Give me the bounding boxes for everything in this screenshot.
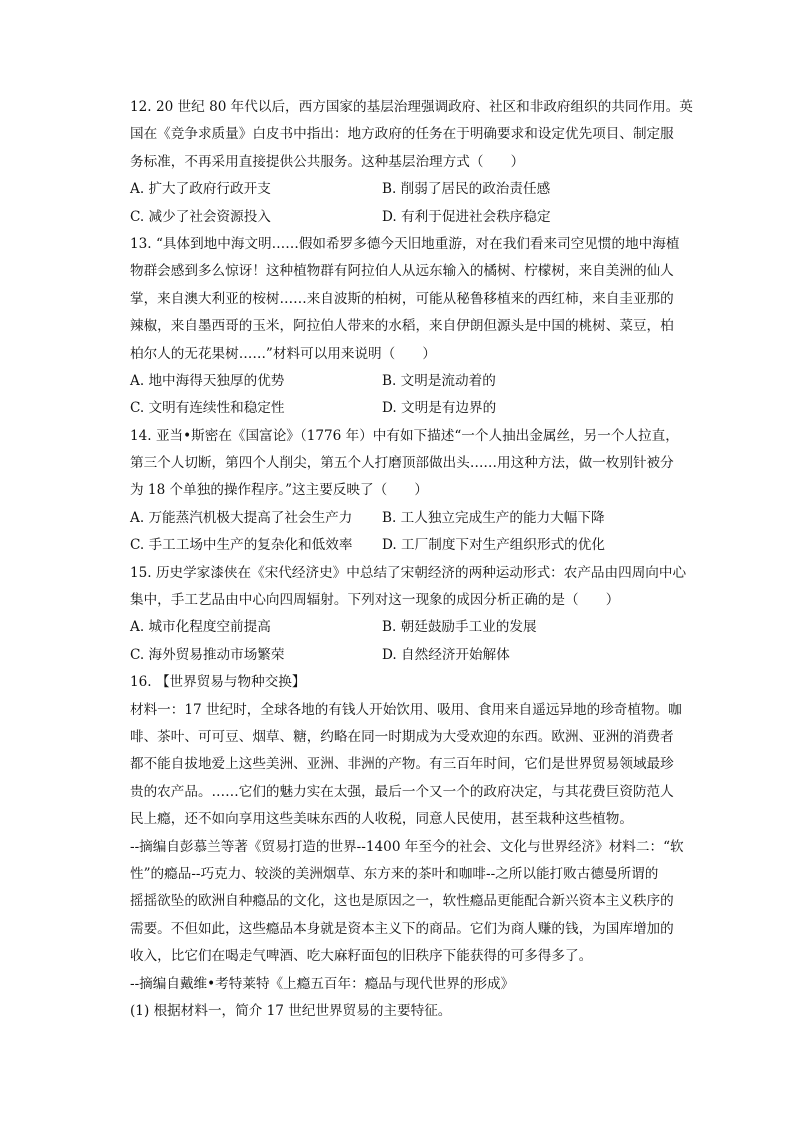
question-13-line-2: 物群会感到多么惊讶！这种植物群有阿拉伯人从远东输入的橘树、柠檬树，来自美洲的仙人 <box>130 263 674 280</box>
question-16-line-11: --摘编自戴维•考特莱特《上瘾五百年：瘾品与现代世界的形成》 <box>130 975 515 992</box>
question-12-line-3: 务标准，不再采用直接提供公共服务。这种基层治理方式（ ） <box>130 153 525 170</box>
question-13-line-3: 掌，来自澳大利亚的桉树……来自波斯的柏树，可能从秘鲁移植来的西红柿，来自圭亚那的 <box>130 290 674 307</box>
question-14-line-3: 为 18 个单独的操作程序。”这主要反映了（ ） <box>130 482 428 499</box>
question-16 <box>130 669 696 1025</box>
question-16-line-4: 贵的农产品。……它们的魅力实在太强，最后一个又一个的政府决定，与其花费巨资防范人 <box>130 783 674 800</box>
question-16-line-5: 民上瘾，还不如向享用这些美味东西的人收税，同意人民使用，甚至栽种这些植物。 <box>130 811 633 828</box>
question-13-line-1: 13. “具体到地中海文明……假如希罗多德今天旧地重游，对在我们看来司空见惯的地中海植 <box>130 235 680 252</box>
question-13-line-4: 辣椒，来自墨西哥的玉米，阿拉伯人带来的水稻，来自伊朗但源头是中国的桃树、菜豆，柏 <box>130 318 674 335</box>
question-15-option-b: B. 朝廷鼓励手工业的发展 <box>382 619 537 636</box>
question-12-option-d: D. 有利于促进社会秩序稳定 <box>382 208 551 225</box>
question-16-line-9: 需要。不但如此，这些瘾品本身就是资本主义下的商品。它们为商人赚的钱，为国库增加的 <box>130 920 674 937</box>
question-12 <box>130 94 696 231</box>
question-13-option-b: B. 文明是流动着的 <box>382 372 496 389</box>
question-12-line-2: 国在《竞争求质量》白皮书中指出：地方政府的任务在于明确要求和设定优先项目、制定服 <box>130 126 674 143</box>
question-15-option-d: D. 自然经济开始解体 <box>382 646 510 663</box>
question-14-option-a: A. 万能蒸汽机极大提高了社会生产力 <box>130 509 353 526</box>
question-12-line-1: 12. 20 世纪 80 年代以后，西方国家的基层治理强调政府、社区和非政府组织的共同作用。英 <box>130 99 693 115</box>
question-16-line-7: 性”的瘾品--巧克力、较淡的美洲烟草、东方来的茶叶和咖啡--之所以能打败古德曼所谓的 <box>130 865 659 882</box>
question-16-line-3: 都不能自拔地爱上这些美洲、亚洲、非洲的产物。有三百年时间，它们是世界贸易领域最珍 <box>130 756 674 773</box>
question-16-line-8: 摇摇欲坠的欧洲自种瘾品的文化，这也是原因之一，软性瘾品更能配合新兴资本主义秩序的 <box>130 893 674 910</box>
question-16-line-1: 材料一：17 世纪时，全球各地的有钱人开始饮用、吸用、食用来自遥远异地的珍奇植物。咖 <box>130 701 682 718</box>
question-14-option-c: C. 手工工场中生产的复杂化和低效率 <box>130 537 353 554</box>
question-14-option-b: B. 工人独立完成生产的能力大幅下降 <box>382 509 605 526</box>
question-13-option-c: C. 文明有连续性和稳定性 <box>130 400 285 417</box>
question-15-line-1: 15. 历史学家漆侠在《宋代经济史》中总结了宋朝经济的两种运动形式：农产品由四周向中心 <box>130 564 687 581</box>
question-14-line-2: 第三个人切断，第四个人削尖，第五个人打磨顶部做出头……用这种方法，做一枚别针被分 <box>130 455 674 472</box>
page-content <box>130 94 696 1025</box>
question-13-options-row-2 <box>130 395 696 422</box>
question-13-option-d: D. 文明是有边界的 <box>382 400 497 417</box>
question-12-option-c: C. 减少了社会资源投入 <box>130 208 271 225</box>
question-12-options-row-2 <box>130 204 696 231</box>
question-13-option-a: A. 地中海得天独厚的优势 <box>130 372 285 389</box>
question-14-options-row-2 <box>130 532 696 559</box>
question-14-option-d: D. 工厂制度下对生产组织形式的优化 <box>382 537 605 554</box>
question-13-options-row-1 <box>130 368 696 395</box>
question-16-line-10: 收入，比它们在喝走气啤酒、吃大麻籽面包的旧秩序下能获得的可多得多了。 <box>130 948 593 965</box>
question-15-line-2: 集中，手工艺品由中心向四周辐射。下列对这一现象的成因分析正确的是（ ） <box>130 592 620 609</box>
question-13-line-5: 柏尔人的无花果树……”材料可以用来说明（ ） <box>130 345 437 362</box>
question-16-line-2: 啡、茶叶、可可豆、烟草、糖，约略在同一时期成为大受欢迎的东西。欧洲、亚洲的消费者 <box>130 728 674 745</box>
question-15-options-row-2 <box>130 642 696 669</box>
question-15-option-c: C. 海外贸易推动市场繁荣 <box>130 646 285 663</box>
question-12-options-row-1 <box>130 176 696 203</box>
question-16-subquestion-1: (1) 根据材料一，简介 17 世纪世界贸易的主要特征。 <box>130 1002 452 1019</box>
question-16-line-6: --摘编自彭慕兰等著《贸易打造的世界--1400 年至今的社会、文化与世界经济》材料二：“软 <box>130 838 684 855</box>
question-13 <box>130 231 696 423</box>
question-14-line-1: 14. 亚当•斯密在《国富论》（1776 年）中有如下描述“一个人抽出金属丝，另一个人拉直， <box>130 427 679 444</box>
question-15-options-row-1 <box>130 614 696 641</box>
question-14-options-row-1 <box>130 505 696 532</box>
question-12-option-b: B. 削弱了居民的政治责任感 <box>382 181 551 198</box>
question-15-option-a: A. 城市化程度空前提高 <box>130 619 271 636</box>
question-12-option-a: A. 扩大了政府行政开支 <box>130 181 271 198</box>
question-16-heading: 16. 【世界贸易与物种交换】 <box>130 674 306 691</box>
question-14 <box>130 423 696 560</box>
question-15 <box>130 560 696 670</box>
